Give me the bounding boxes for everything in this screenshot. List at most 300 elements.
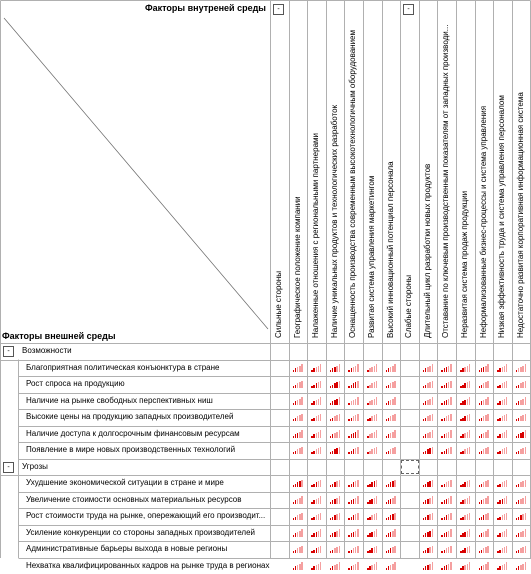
rating-bars[interactable] — [460, 563, 471, 570]
rating-bars[interactable] — [479, 530, 490, 537]
rating-bars[interactable] — [516, 563, 527, 570]
rating-bar — [450, 562, 452, 569]
rating-bar — [525, 397, 527, 404]
rating-bars[interactable] — [423, 365, 434, 372]
rating-bar — [525, 364, 527, 371]
rating-bar — [301, 480, 303, 487]
rating-bars[interactable] — [311, 398, 322, 405]
rating-bar — [394, 397, 396, 404]
rating-bar — [450, 529, 452, 536]
rating-bar — [394, 447, 396, 454]
rating-bar — [469, 529, 471, 536]
rating-bar — [525, 381, 527, 388]
column-header — [512, 20, 528, 340]
rating-bars[interactable] — [516, 530, 527, 537]
rating-bars[interactable] — [367, 365, 378, 372]
rating-bar — [487, 414, 489, 421]
rating-bar — [301, 546, 303, 553]
collapse-weaknesses-toggle[interactable]: - — [403, 4, 414, 15]
rating-bars[interactable] — [441, 431, 452, 438]
rating-bars[interactable] — [367, 546, 378, 553]
rating-bars[interactable] — [330, 530, 341, 537]
rating-bar — [339, 480, 341, 487]
internal-factors-header: Факторы внутреней среды — [144, 3, 266, 13]
rating-bars[interactable] — [441, 398, 452, 405]
row-header: Наличие на рынке свободных перспективных ниш — [26, 395, 213, 405]
rating-bars[interactable] — [479, 414, 490, 421]
rating-bars[interactable] — [293, 414, 304, 421]
rating-bar — [487, 397, 489, 404]
rating-bars[interactable] — [516, 414, 527, 421]
rating-bars[interactable] — [479, 447, 490, 454]
rating-bar — [301, 447, 303, 454]
rating-bars[interactable] — [330, 480, 341, 487]
rating-bar — [450, 513, 452, 520]
column-header — [437, 20, 453, 340]
rating-bars[interactable] — [293, 563, 304, 570]
rating-bar — [525, 562, 527, 569]
rating-bar — [376, 430, 378, 437]
rating-bar — [487, 496, 489, 503]
rating-bars[interactable] — [497, 530, 508, 537]
rating-bars[interactable] — [348, 480, 359, 487]
rating-bars[interactable] — [386, 546, 397, 553]
rating-bar — [339, 562, 341, 569]
rating-bar — [376, 513, 378, 520]
rating-bars[interactable] — [330, 398, 341, 405]
rating-bars[interactable] — [441, 563, 452, 570]
rating-bar — [357, 529, 359, 536]
rating-bar — [450, 447, 452, 454]
rating-bar — [506, 546, 508, 553]
rating-bar — [376, 397, 378, 404]
rating-bars[interactable] — [441, 447, 452, 454]
column-group-header — [400, 20, 416, 340]
rating-bars[interactable] — [311, 563, 322, 570]
rating-bars[interactable] — [516, 497, 527, 504]
row-header: Нехватка квалифицированных кадров на рынке труда в регионах — [26, 560, 270, 570]
column-header — [326, 20, 342, 340]
column-header — [475, 20, 491, 340]
rating-bars[interactable] — [330, 546, 341, 553]
rating-bars[interactable] — [479, 563, 490, 570]
rating-bar — [506, 447, 508, 454]
rating-bar — [525, 513, 527, 520]
rating-bar — [469, 562, 471, 569]
rating-bars[interactable] — [348, 398, 359, 405]
rating-bar — [506, 381, 508, 388]
rating-bars[interactable] — [441, 381, 452, 388]
rating-bars[interactable] — [386, 563, 397, 570]
rating-bars[interactable] — [479, 381, 490, 388]
rating-bars[interactable] — [348, 530, 359, 537]
rating-bars[interactable] — [441, 530, 452, 537]
column-header-label: Налаженные отношения с региональными партнерами — [311, 133, 321, 338]
rating-bars[interactable] — [386, 431, 397, 438]
rating-bar — [432, 414, 434, 421]
rating-bars[interactable] — [348, 546, 359, 553]
rating-bar — [357, 430, 359, 437]
rating-bars[interactable] — [293, 431, 304, 438]
rating-bar — [394, 562, 396, 569]
row-header: Увеличение стоимости основных материальных ресурсов — [26, 494, 242, 504]
rating-bar — [301, 496, 303, 503]
rating-bars[interactable] — [460, 431, 471, 438]
rating-bar — [487, 546, 489, 553]
rating-bars[interactable] — [311, 381, 322, 388]
rating-bar — [339, 447, 341, 454]
rating-bar — [357, 480, 359, 487]
rating-bars[interactable] — [348, 414, 359, 421]
rating-bars[interactable] — [330, 365, 341, 372]
rating-bars[interactable] — [386, 497, 397, 504]
rating-bar — [487, 381, 489, 388]
rating-bar — [469, 496, 471, 503]
rating-bar — [301, 414, 303, 421]
column-header-label: Слабые стороны — [404, 275, 414, 338]
rating-bars[interactable] — [441, 546, 452, 553]
rating-bar — [320, 364, 322, 371]
rating-bars[interactable] — [460, 513, 471, 520]
rating-bar — [301, 397, 303, 404]
rating-bars[interactable] — [311, 546, 322, 553]
rating-bar — [394, 529, 396, 536]
rating-bars[interactable] — [293, 398, 304, 405]
rating-bar — [394, 513, 396, 520]
rating-bars[interactable] — [516, 431, 527, 438]
rating-bars[interactable] — [386, 398, 397, 405]
rating-bar — [339, 546, 341, 553]
rating-bar — [376, 381, 378, 388]
rating-bars[interactable] — [497, 447, 508, 454]
rating-bar — [339, 529, 341, 536]
column-header-label: Неразвитая система продаж продукции — [460, 190, 469, 338]
rating-bars[interactable] — [460, 447, 471, 454]
rating-bar — [376, 480, 378, 487]
rating-bar — [320, 513, 322, 520]
rating-bars[interactable] — [348, 563, 359, 570]
rating-bar — [469, 381, 471, 388]
rating-bars[interactable] — [516, 546, 527, 553]
rating-bars[interactable] — [460, 414, 471, 421]
rating-bars[interactable] — [423, 398, 434, 405]
rating-bars[interactable] — [441, 414, 452, 421]
rating-bar — [450, 364, 452, 371]
row-header: Ухудшение экономической ситуации в стране и мире — [26, 478, 224, 487]
column-header-label: Сильные стороны — [274, 270, 283, 338]
rating-bars[interactable] — [348, 497, 359, 504]
rating-bars[interactable] — [497, 513, 508, 520]
rating-bars[interactable] — [460, 365, 471, 372]
rating-bar — [525, 496, 527, 503]
rating-bar — [469, 447, 471, 454]
rating-bars[interactable] — [367, 497, 378, 504]
column-header-label: Неформализованные бизнес-процессы и система управления — [478, 105, 488, 338]
rating-bar — [525, 529, 527, 536]
rating-bar — [376, 447, 378, 454]
rating-bar — [506, 480, 508, 487]
rating-bar — [450, 381, 452, 388]
rating-bars[interactable] — [367, 480, 378, 487]
rating-bar — [301, 529, 303, 536]
rating-bar — [376, 414, 378, 421]
rating-bars[interactable] — [423, 381, 434, 388]
rating-bars[interactable] — [423, 414, 434, 421]
rating-bar — [357, 496, 359, 503]
rating-bar — [450, 496, 452, 503]
rating-bars[interactable] — [516, 513, 527, 520]
rating-bars[interactable] — [293, 546, 304, 553]
rating-bar — [394, 480, 396, 487]
rating-bars[interactable] — [311, 480, 322, 487]
rating-bars[interactable] — [479, 398, 490, 405]
rating-bar — [394, 546, 396, 553]
rating-bars[interactable] — [479, 365, 490, 372]
rating-bar — [525, 414, 527, 421]
rating-bars[interactable] — [479, 513, 490, 520]
rating-bars[interactable] — [293, 513, 304, 520]
rating-bars[interactable] — [293, 480, 304, 487]
rating-bar — [301, 364, 303, 371]
rating-bar — [469, 414, 471, 421]
column-header-label: Низкая эффективность труда и система управления персоналом — [497, 95, 507, 338]
rating-bars[interactable] — [479, 546, 490, 553]
rating-bar — [339, 430, 341, 437]
rating-bars[interactable] — [386, 480, 397, 487]
rating-bar — [376, 496, 378, 503]
rating-bar — [432, 397, 434, 404]
rating-bars[interactable] — [423, 431, 434, 438]
row-header: Наличие доступа к долгосрочным финансовым ресурсам — [26, 428, 240, 438]
row-header: Рост спроса на продукцию — [26, 379, 125, 388]
rating-bar — [450, 480, 452, 487]
rating-bar — [432, 364, 434, 371]
rating-bars[interactable] — [516, 480, 527, 487]
column-header-label: Отставание по ключевым производственным показателям от западных производи... — [441, 24, 451, 338]
rating-bars[interactable] — [460, 497, 471, 504]
rating-bars[interactable] — [330, 414, 341, 421]
focused-cell[interactable] — [401, 460, 419, 475]
rating-bar — [357, 414, 359, 421]
column-header-label: Наличие уникальных продуктов и технологических разработок — [329, 104, 339, 338]
rating-bars[interactable] — [423, 546, 434, 553]
rating-bar — [376, 562, 378, 569]
rating-bar — [320, 496, 322, 503]
rating-bars[interactable] — [386, 414, 397, 421]
rating-bars[interactable] — [367, 447, 378, 454]
rating-bars[interactable] — [330, 447, 341, 454]
rating-bars[interactable] — [330, 431, 341, 438]
rating-bars[interactable] — [367, 414, 378, 421]
rating-bars[interactable] — [311, 365, 322, 372]
rating-bar — [376, 529, 378, 536]
rating-bar — [506, 414, 508, 421]
rating-bar — [394, 381, 396, 388]
rating-bars[interactable] — [516, 381, 527, 388]
rating-bar — [320, 447, 322, 454]
rating-bars[interactable] — [311, 530, 322, 537]
rating-bars[interactable] — [497, 480, 508, 487]
rating-bars[interactable] — [441, 497, 452, 504]
rating-bar — [376, 364, 378, 371]
rating-bars[interactable] — [293, 497, 304, 504]
rating-bars[interactable] — [293, 381, 304, 388]
rating-bars[interactable] — [516, 447, 527, 454]
rating-bar — [450, 546, 452, 553]
collapse-strengths-toggle[interactable]: - — [273, 4, 284, 15]
rating-bar — [432, 513, 434, 520]
column-header-label: Высокий инновационный потенциал персонала — [385, 161, 395, 338]
rating-bar — [320, 430, 322, 437]
rating-bar — [357, 513, 359, 520]
rating-bar — [320, 414, 322, 421]
rating-bar — [320, 546, 322, 553]
row-group-label: Возможности — [22, 346, 72, 355]
rating-bars[interactable] — [423, 530, 434, 537]
rating-bar — [525, 447, 527, 454]
rating-bars[interactable] — [460, 480, 471, 487]
rating-bar — [320, 562, 322, 569]
rating-bars[interactable] — [423, 497, 434, 504]
rating-bars[interactable] — [423, 513, 434, 520]
rating-bars[interactable] — [293, 365, 304, 372]
rating-bars[interactable] — [423, 447, 434, 454]
rating-bars[interactable] — [348, 447, 359, 454]
rating-bars[interactable] — [441, 480, 452, 487]
rating-bar — [432, 480, 434, 487]
rating-bars[interactable] — [516, 365, 527, 372]
rating-bars[interactable] — [386, 447, 397, 454]
row-header: Благоприятная политическая конъюнктура в стране — [26, 362, 220, 372]
rating-bars[interactable] — [348, 365, 359, 372]
rating-bars[interactable] — [479, 480, 490, 487]
rating-bars[interactable] — [311, 447, 322, 454]
rating-bars[interactable] — [497, 381, 508, 388]
column-header — [363, 20, 379, 340]
rating-bars[interactable] — [497, 431, 508, 438]
rating-bars[interactable] — [330, 513, 341, 520]
rating-bars[interactable] — [311, 497, 322, 504]
rating-bar — [301, 430, 303, 437]
rating-bar — [357, 381, 359, 388]
rating-bars[interactable] — [348, 381, 359, 388]
rating-bar — [487, 562, 489, 569]
rating-bars[interactable] — [497, 546, 508, 553]
rating-bar — [357, 364, 359, 371]
row-header: Административные барьеры выхода в новые регионы — [26, 544, 228, 553]
rating-bar — [469, 513, 471, 520]
rating-bars[interactable] — [311, 414, 322, 421]
rating-bars[interactable] — [386, 513, 397, 520]
column-header — [456, 20, 472, 340]
rating-bars[interactable] — [460, 398, 471, 405]
rating-bar — [525, 430, 527, 437]
rating-bar — [487, 447, 489, 454]
rating-bar — [487, 364, 489, 371]
column-header-label: Недостаточно развитая корпоративная информационная система — [515, 92, 525, 338]
rating-bars[interactable] — [516, 398, 527, 405]
rating-bar — [339, 496, 341, 503]
rating-bars[interactable] — [293, 447, 304, 454]
rating-bars[interactable] — [330, 497, 341, 504]
rating-bars[interactable] — [367, 398, 378, 405]
rating-bars[interactable] — [497, 414, 508, 421]
rating-bar — [450, 397, 452, 404]
rating-bar — [432, 529, 434, 536]
rating-bar — [394, 430, 396, 437]
column-header — [419, 20, 435, 340]
rating-bar — [487, 480, 489, 487]
rating-bars[interactable] — [479, 431, 490, 438]
rating-bars[interactable] — [293, 530, 304, 537]
rating-bars[interactable] — [330, 381, 341, 388]
rating-bars[interactable] — [497, 497, 508, 504]
rating-bars[interactable] — [367, 563, 378, 570]
rating-bar — [506, 364, 508, 371]
rating-bars[interactable] — [497, 365, 508, 372]
rating-bar — [339, 414, 341, 421]
column-header-label: Длительный цикл разработки новых продуктов — [422, 163, 432, 338]
rating-bar — [469, 480, 471, 487]
rating-bars[interactable] — [460, 530, 471, 537]
rating-bars[interactable] — [367, 431, 378, 438]
rating-bars[interactable] — [367, 381, 378, 388]
rating-bar — [339, 513, 341, 520]
rating-bars[interactable] — [348, 431, 359, 438]
rating-bars[interactable] — [367, 530, 378, 537]
rating-bar — [487, 430, 489, 437]
rating-bar — [432, 546, 434, 553]
rating-bars[interactable] — [497, 563, 508, 570]
rating-bars[interactable] — [311, 431, 322, 438]
rating-bars[interactable] — [386, 530, 397, 537]
rating-bars[interactable] — [348, 513, 359, 520]
rating-bars[interactable] — [441, 365, 452, 372]
rating-bar — [339, 397, 341, 404]
rating-bar — [506, 496, 508, 503]
rating-bar — [487, 513, 489, 520]
rating-bars[interactable] — [460, 381, 471, 388]
collapse-threats-toggle[interactable]: - — [3, 462, 14, 473]
rating-bars[interactable] — [423, 480, 434, 487]
rating-bar — [357, 397, 359, 404]
diagonal-divider — [4, 18, 268, 329]
column-header-label: Оснащенность производства современным высокотехнологичным оборудованием — [348, 29, 358, 338]
row-header: Высокие цены на продукцию западных производителей — [26, 412, 234, 421]
rating-bars[interactable] — [423, 563, 434, 570]
column-header — [382, 20, 398, 340]
rating-bars[interactable] — [330, 563, 341, 570]
rating-bar — [506, 562, 508, 569]
rating-bars[interactable] — [386, 381, 397, 388]
rating-bars[interactable] — [441, 513, 452, 520]
rating-bars[interactable] — [386, 365, 397, 372]
row-header: Появление в мире новых производственных технологий — [26, 445, 236, 454]
rating-bars[interactable] — [479, 497, 490, 504]
rating-bar — [320, 529, 322, 536]
collapse-opportunities-toggle[interactable]: - — [3, 346, 14, 357]
rating-bar — [376, 546, 378, 553]
rating-bar — [320, 397, 322, 404]
rating-bars[interactable] — [460, 546, 471, 553]
rating-bars[interactable] — [367, 513, 378, 520]
rating-bar — [394, 496, 396, 503]
rating-bar — [506, 397, 508, 404]
rating-bars[interactable] — [497, 398, 508, 405]
rating-bar — [506, 513, 508, 520]
rating-bar — [394, 364, 396, 371]
rating-bars[interactable] — [311, 513, 322, 520]
